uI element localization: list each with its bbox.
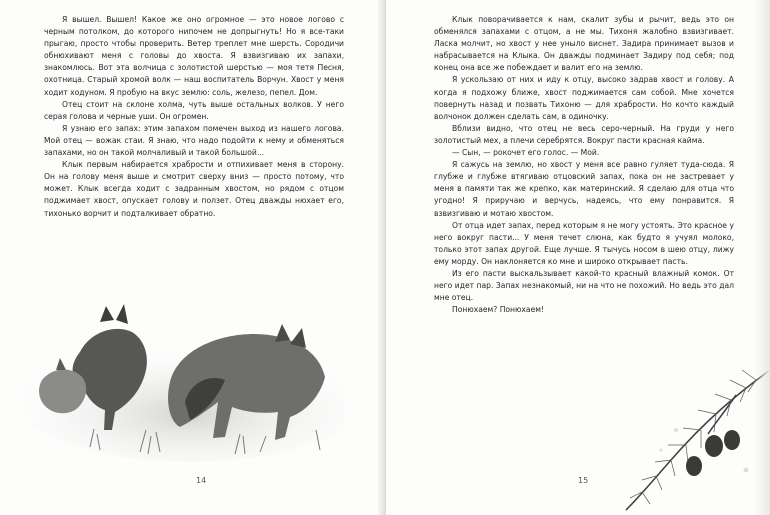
paragraph: Клык первым набирается храбрости и отпихивает меня в сторону. Он на голову меня выше и смотрит сверху вниз — просто потому, что может. Клык всегда ходит с задранным хвостом, но рядом с отцом поджимает хвост, опускает голову и ползет. Отец дважды нюхает его, тихонько ворчит и подталкивает обратно. bbox=[44, 160, 344, 218]
paragraph: Из его пасти выскальзывает какой-то красный влажный комок. От него идет пар. Запах незнакомый, ни на что не похожий. Но ведь это дал мне отец. bbox=[434, 268, 734, 303]
paragraph: Я узнаю его запах: этим запахом помечен выход из нашего логова. Мой отец — вожак стаи. Я знаю, что надо подойти к нему и обменяться запахами, но он такой молчаливый и такой большой... bbox=[44, 123, 344, 158]
page-number: 14 bbox=[196, 476, 207, 485]
left-page bbox=[0, 0, 384, 515]
paragraph: Я вышел. Вышел! Какое же оно огромное — это новое логово с черным потолком, до которого нипочем не допрыгнуть! Но я все-таки прыгаю, просто чтобы проверить. Ветер треплет мне шерсть. Сородичи обнюхивают меня с головы до хвоста. Я взвизгиваю их запахи, знакомлюсь. Вот эта волчица с золотистой шерстью — моя тетя Песня, охотница. Старый хромой волк — наш воспитатель Ворчун. Хвост у меня ходит ходуном. Я пробую на вкус землю: соль, железо, пепел. Дом. bbox=[44, 15, 344, 97]
paragraph: — Сын, — рокочет его голос. — Мой. bbox=[452, 148, 600, 158]
paragraph: Понюхаем? Понюхаем! bbox=[452, 305, 545, 315]
paragraph: Я ускользаю от них и иду к отцу, высоко задрав хвост и голову. А когда я подхожу ближе, хвост поджимается сам собой. Мне хочется повернуть назад и позвать Тихоню — для храбрости. Но кочто каждый волчонок должен сделать сам, в одиночку. bbox=[434, 75, 734, 121]
paragraph: Отец стоит на склоне холма, чуть выше остальных волков. У него серая голова и черные уши. Он огромен. bbox=[44, 99, 344, 121]
paragraph: От отца идет запах, перед которым я не могу устоять. Это красное у него вокруг пасти... У меня течет слюна, как будто я учуял молоко, только этот запах другой. Еще лучше. Я тычусь носом в шею отцу, лижу ему морду. Он наклоняется ко мне и широко открывает пасть. bbox=[434, 220, 734, 266]
pine-branch-illustration bbox=[616, 350, 770, 515]
right-page-text bbox=[434, 14, 734, 316]
paragraph: Я сажусь на землю, но хвост у меня все равно гуляет туда-сюда. Я глубже и глубже втягиваю отцовский запах, пока он не застревает у меня в памяти так же крепко, как материнский. Я сделаю для отца что угодно! Я приручаю и верчусь, надеясь, что ему понравится. Я взвизгиваю и мотаю хвостом. bbox=[434, 160, 734, 218]
left-page-text bbox=[44, 14, 344, 220]
page-edge-shadow bbox=[754, 0, 770, 515]
paragraph: Вблизи видно, что отец не весь серо-черный. На груди у него золотистый мех, а плечи серебрятся. Вокруг пасти красная каймa. bbox=[434, 123, 734, 145]
paragraph: Клык поворачивается к нам, скалит зубы и рычит, ведь это он обменялся запахами с отцом, а не мы. Тихоня жалобно взвизгивает. Ласка молчит, но хвост у нее уныло виснет. Задира принимает вызов и набрасывается на Клыка. Он дважды подминает Задиру под себя; под конец она все же побеждает и валит его на землю. bbox=[434, 15, 734, 73]
right-page bbox=[386, 0, 770, 515]
wolves-illustration bbox=[20, 262, 345, 462]
page-number: 15 bbox=[578, 476, 589, 485]
